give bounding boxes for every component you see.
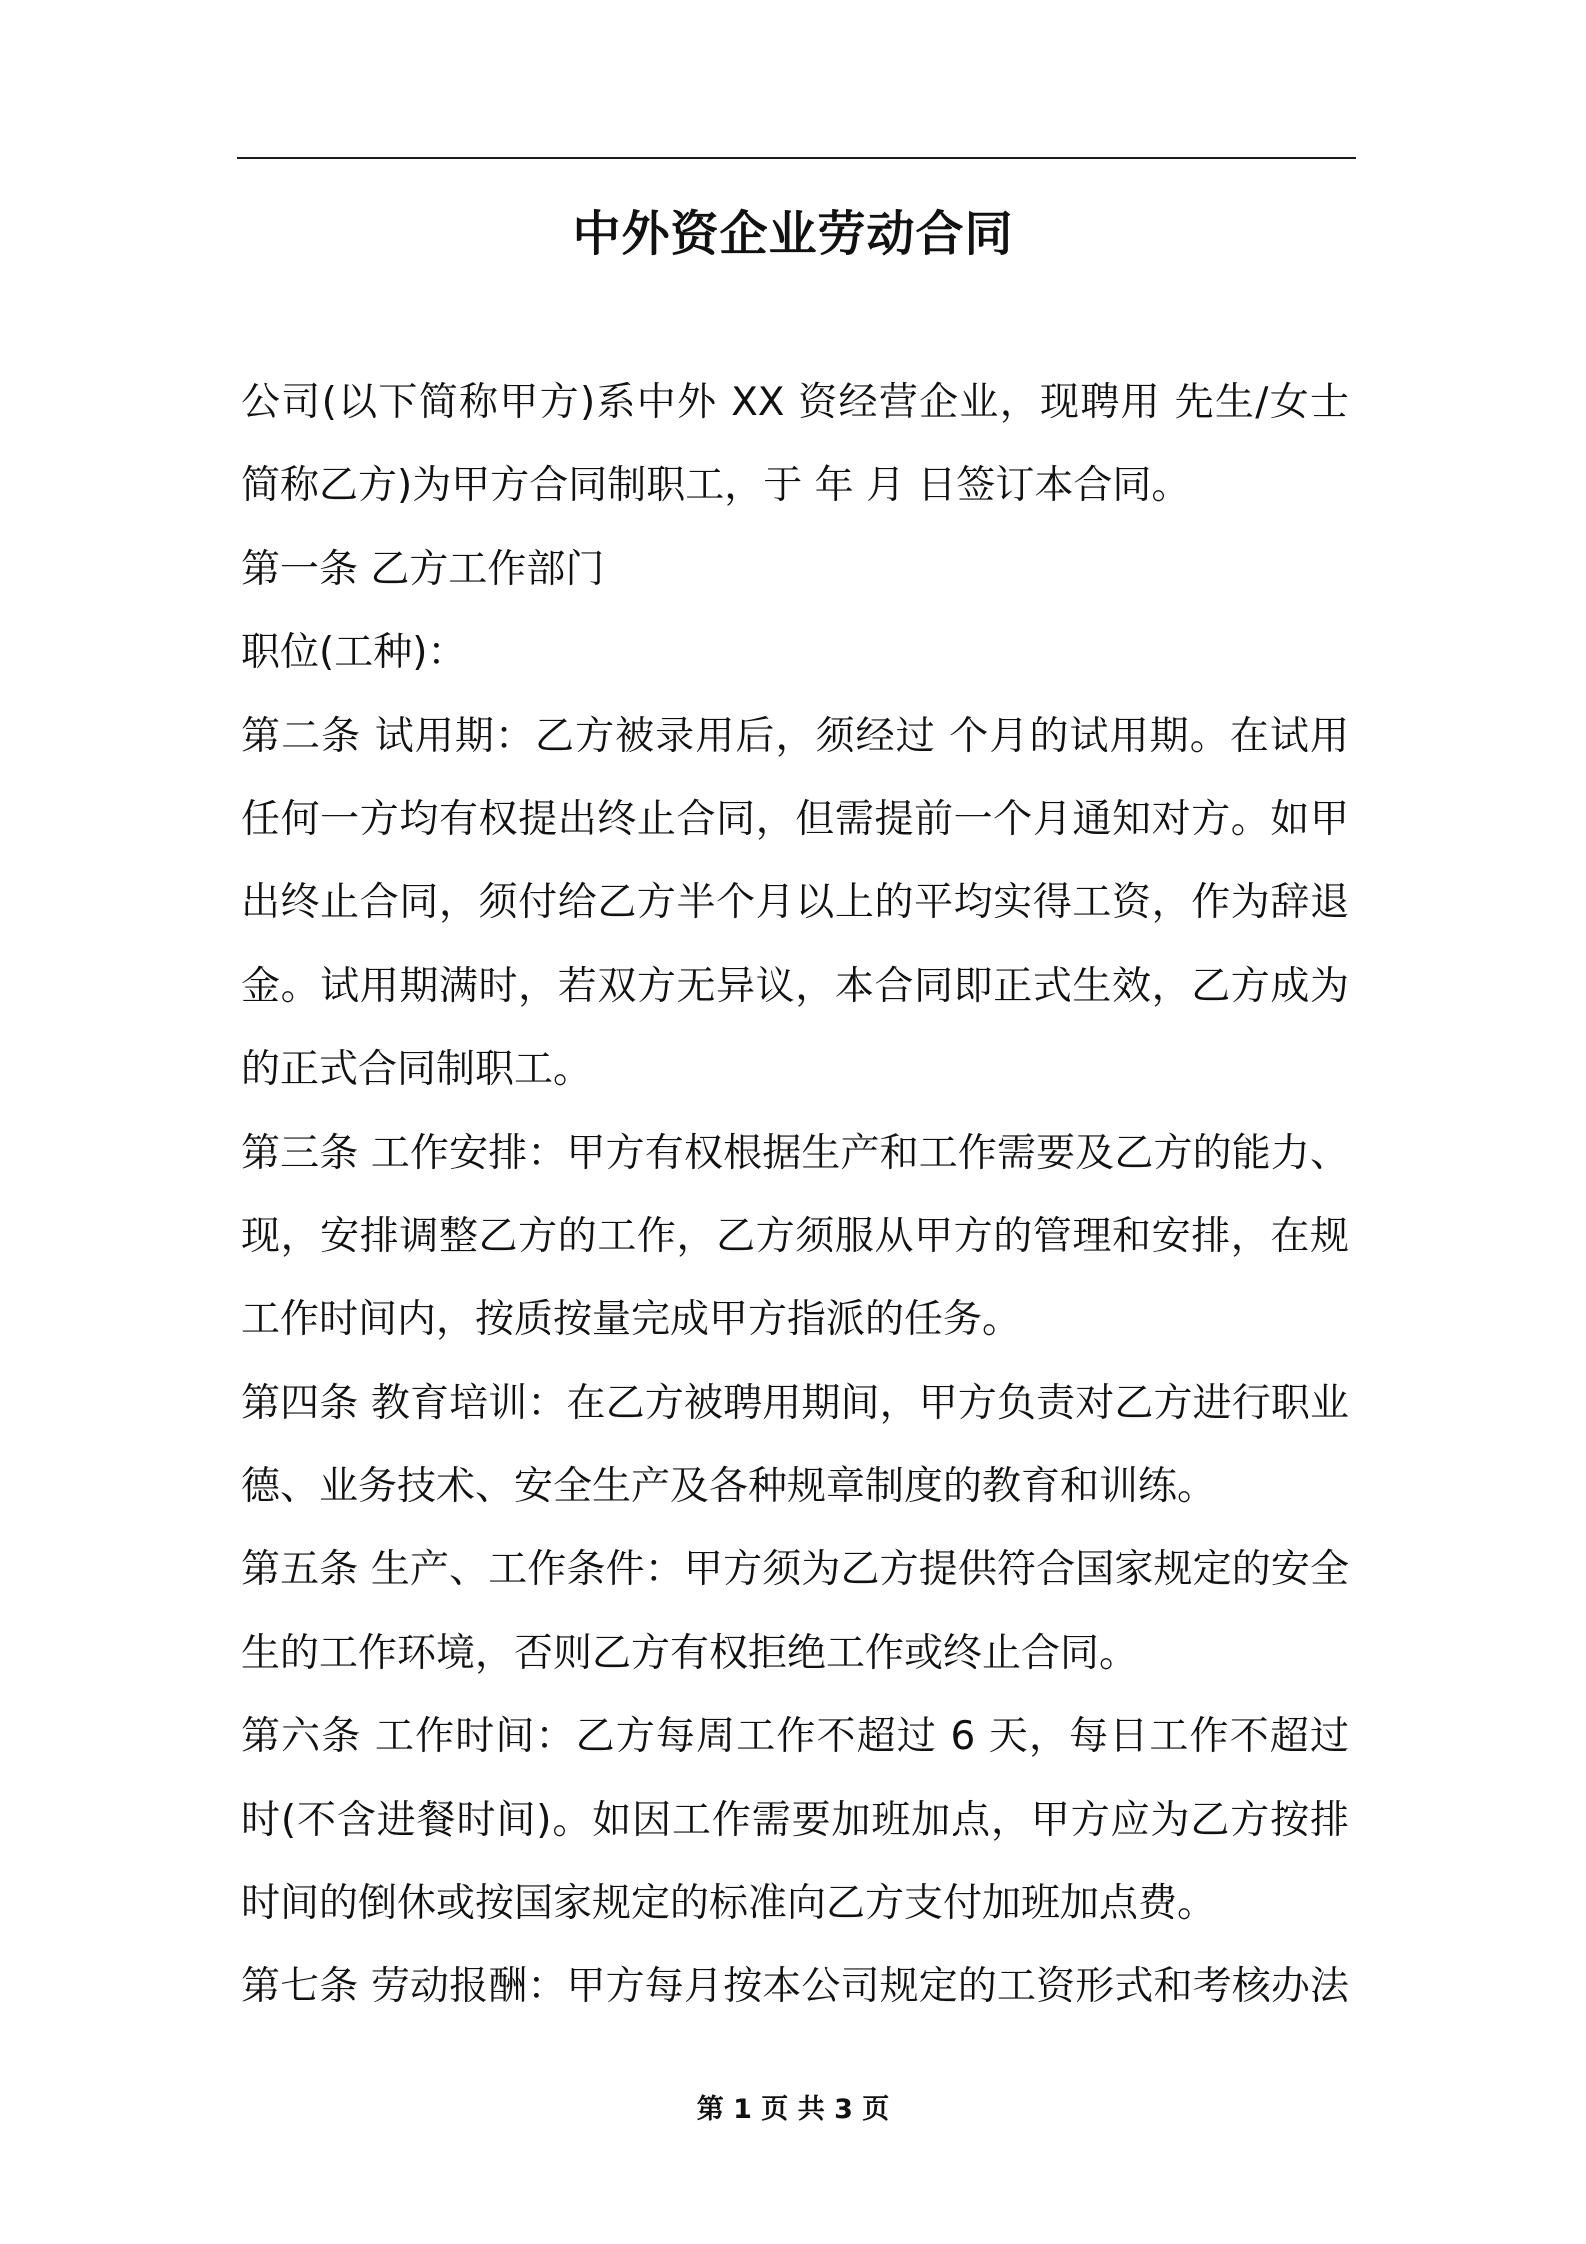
body-line: 的正式合同制职工。 <box>241 1047 593 1093</box>
body-line: 德、业务技术、安全生产及各种规章制度的教育和训练。 <box>241 1464 1217 1510</box>
body-line: 第六条 工作时间：乙方每周工作不超过 6 天，每日工作不超过 <box>241 1714 1349 1760</box>
body-line: 第一条 乙方工作部门 <box>241 546 605 592</box>
body-line: 第七条 劳动报酬：甲方每月按本公司规定的工资形式和考核办法 <box>241 1964 1349 2010</box>
body-line: 时(不含进餐时间)。如因工作需要加班加点，甲方应为乙方按排 <box>241 1797 1349 1843</box>
body-line: 工作时间内，按质按量完成甲方指派的任务。 <box>241 1297 1022 1343</box>
header-rule <box>237 157 1356 159</box>
body-line: 任何一方均有权提出终止合同，但需提前一个月通知对方。如甲 <box>241 796 1349 842</box>
body-line: 生的工作环境，否则乙方有权拒绝工作或终止合同。 <box>241 1630 1139 1676</box>
body-line: 金。试用期满时，若双方无异议，本合同即正式生效，乙方成为 <box>241 963 1349 1009</box>
body-line: 现，安排调整乙方的工作，乙方须服从甲方的管理和安排，在规 <box>241 1213 1349 1259</box>
body-line: 第三条 工作安排：甲方有权根据生产和工作需要及乙方的能力、 <box>241 1130 1349 1176</box>
body-line: 第二条 试用期：乙方被录用后，须经过 个月的试用期。在试用 <box>241 713 1349 759</box>
body-line: 时间的倒休或按国家规定的标准向乙方支付加班加点费。 <box>241 1881 1217 1927</box>
body-line: 第五条 生产、工作条件：甲方须为乙方提供符合国家规定的安全 <box>241 1547 1349 1593</box>
document-title: 中外资企业劳动合同 <box>572 206 1014 262</box>
body-line: 简称乙方)为甲方合同制职工，于 年 月 日签订本合同。 <box>241 463 1191 509</box>
body-line: 出终止合同，须付给乙方半个月以上的平均实得工资，作为辞退 <box>241 880 1349 926</box>
document-body <box>241 361 1349 2029</box>
body-line: 第四条 教育培训：在乙方被聘用期间，甲方负责对乙方进行职业 <box>241 1380 1349 1426</box>
body-line: 公司(以下简称甲方)系中外 XX 资经营企业，现聘用 先生/女士 <box>241 380 1349 425</box>
page-number-footer: 第 1 页 共 3 页 <box>696 2094 890 2125</box>
body-line: 职位(工种)： <box>241 630 467 676</box>
